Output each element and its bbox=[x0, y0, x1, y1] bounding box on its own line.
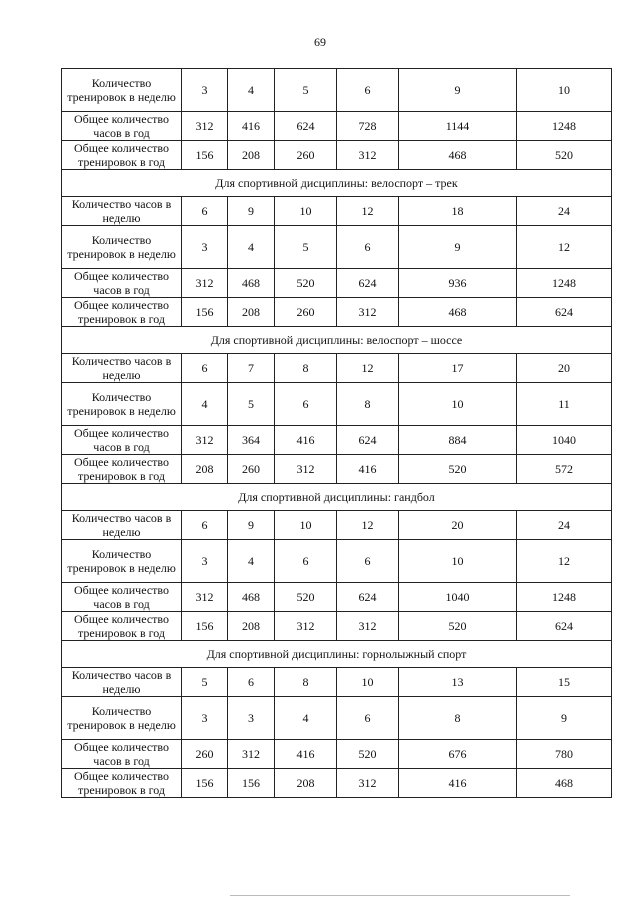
value-cell: 8 bbox=[399, 697, 517, 740]
table-row bbox=[62, 269, 612, 298]
value-cell: 12 bbox=[517, 226, 612, 269]
section-title: Для спортивной дисциплины: гандбол bbox=[62, 484, 612, 511]
row-label: Количество тренировок в неделю bbox=[62, 226, 182, 269]
value-cell: 520 bbox=[517, 141, 612, 170]
value-cell: 312 bbox=[228, 740, 275, 769]
value-cell: 520 bbox=[399, 455, 517, 484]
value-cell: 4 bbox=[275, 697, 337, 740]
table-row bbox=[62, 141, 612, 170]
value-cell: 3 bbox=[182, 226, 228, 269]
table-row bbox=[62, 197, 612, 226]
value-cell: 4 bbox=[182, 383, 228, 426]
value-cell: 10 bbox=[275, 197, 337, 226]
row-label: Общее количество часов в год bbox=[62, 112, 182, 141]
table-row bbox=[62, 226, 612, 269]
value-cell: 8 bbox=[275, 668, 337, 697]
value-cell: 17 bbox=[399, 354, 517, 383]
value-cell: 624 bbox=[337, 583, 399, 612]
training-table-wrapper bbox=[61, 68, 611, 798]
value-cell: 20 bbox=[399, 511, 517, 540]
value-cell: 208 bbox=[275, 769, 337, 798]
value-cell: 728 bbox=[337, 112, 399, 141]
value-cell: 1248 bbox=[517, 269, 612, 298]
value-cell: 5 bbox=[182, 668, 228, 697]
value-cell: 572 bbox=[517, 455, 612, 484]
value-cell: 1248 bbox=[517, 112, 612, 141]
value-cell: 520 bbox=[275, 269, 337, 298]
value-cell: 1040 bbox=[399, 583, 517, 612]
value-cell: 208 bbox=[182, 455, 228, 484]
value-cell: 6 bbox=[275, 383, 337, 426]
row-label: Количество тренировок в неделю bbox=[62, 383, 182, 426]
section-title: Для спортивной дисциплины: велоспорт – шоссе bbox=[62, 327, 612, 354]
value-cell: 5 bbox=[275, 226, 337, 269]
value-cell: 312 bbox=[182, 583, 228, 612]
value-cell: 416 bbox=[228, 112, 275, 141]
training-table bbox=[61, 68, 612, 798]
section-header-row bbox=[62, 327, 612, 354]
section-header-row bbox=[62, 484, 612, 511]
table-row bbox=[62, 668, 612, 697]
value-cell: 260 bbox=[182, 740, 228, 769]
row-label: Общее количество часов в год bbox=[62, 740, 182, 769]
value-cell: 6 bbox=[337, 540, 399, 583]
value-cell: 416 bbox=[275, 426, 337, 455]
value-cell: 12 bbox=[337, 197, 399, 226]
scan-artifact-line bbox=[230, 895, 570, 896]
value-cell: 6 bbox=[228, 668, 275, 697]
value-cell: 260 bbox=[228, 455, 275, 484]
row-label: Количество тренировок в неделю bbox=[62, 540, 182, 583]
value-cell: 416 bbox=[275, 740, 337, 769]
value-cell: 10 bbox=[337, 668, 399, 697]
value-cell: 312 bbox=[182, 269, 228, 298]
table-row bbox=[62, 354, 612, 383]
table-row bbox=[62, 426, 612, 455]
value-cell: 208 bbox=[228, 612, 275, 641]
value-cell: 4 bbox=[228, 540, 275, 583]
row-label: Количество часов в неделю bbox=[62, 511, 182, 540]
row-label: Общее количество тренировок в год bbox=[62, 612, 182, 641]
value-cell: 364 bbox=[228, 426, 275, 455]
table-row bbox=[62, 455, 612, 484]
row-label: Количество часов в неделю bbox=[62, 668, 182, 697]
value-cell: 6 bbox=[337, 69, 399, 112]
value-cell: 260 bbox=[275, 298, 337, 327]
value-cell: 780 bbox=[517, 740, 612, 769]
value-cell: 3 bbox=[182, 540, 228, 583]
value-cell: 416 bbox=[337, 455, 399, 484]
value-cell: 312 bbox=[182, 426, 228, 455]
row-label: Общее количество тренировок в год bbox=[62, 769, 182, 798]
value-cell: 15 bbox=[517, 668, 612, 697]
section-header-row bbox=[62, 641, 612, 668]
value-cell: 18 bbox=[399, 197, 517, 226]
value-cell: 6 bbox=[337, 226, 399, 269]
value-cell: 9 bbox=[399, 69, 517, 112]
value-cell: 520 bbox=[399, 612, 517, 641]
training-table-body bbox=[62, 69, 612, 798]
section-title: Для спортивной дисциплины: велоспорт – трек bbox=[62, 170, 612, 197]
row-label: Общее количество тренировок в год bbox=[62, 141, 182, 170]
table-row bbox=[62, 383, 612, 426]
value-cell: 11 bbox=[517, 383, 612, 426]
value-cell: 624 bbox=[517, 298, 612, 327]
table-row bbox=[62, 583, 612, 612]
value-cell: 520 bbox=[275, 583, 337, 612]
row-label: Общее количество тренировок в год bbox=[62, 455, 182, 484]
value-cell: 6 bbox=[182, 354, 228, 383]
value-cell: 624 bbox=[275, 112, 337, 141]
row-label: Количество тренировок в неделю bbox=[62, 69, 182, 112]
value-cell: 5 bbox=[228, 383, 275, 426]
value-cell: 6 bbox=[337, 697, 399, 740]
value-cell: 8 bbox=[337, 383, 399, 426]
value-cell: 24 bbox=[517, 197, 612, 226]
row-label: Количество часов в неделю bbox=[62, 197, 182, 226]
table-row bbox=[62, 612, 612, 641]
page-number: 69 bbox=[314, 35, 326, 49]
value-cell: 10 bbox=[517, 69, 612, 112]
value-cell: 6 bbox=[182, 197, 228, 226]
value-cell: 1248 bbox=[517, 583, 612, 612]
row-label: Общее количество тренировок в год bbox=[62, 298, 182, 327]
value-cell: 12 bbox=[337, 511, 399, 540]
table-row bbox=[62, 112, 612, 141]
value-cell: 416 bbox=[399, 769, 517, 798]
table-row bbox=[62, 769, 612, 798]
row-label: Количество часов в неделю bbox=[62, 354, 182, 383]
value-cell: 156 bbox=[182, 141, 228, 170]
table-row bbox=[62, 740, 612, 769]
value-cell: 312 bbox=[337, 612, 399, 641]
value-cell: 13 bbox=[399, 668, 517, 697]
value-cell: 6 bbox=[275, 540, 337, 583]
value-cell: 260 bbox=[275, 141, 337, 170]
value-cell: 208 bbox=[228, 298, 275, 327]
value-cell: 312 bbox=[275, 612, 337, 641]
table-row bbox=[62, 540, 612, 583]
value-cell: 5 bbox=[275, 69, 337, 112]
value-cell: 936 bbox=[399, 269, 517, 298]
value-cell: 312 bbox=[337, 141, 399, 170]
table-row bbox=[62, 697, 612, 740]
value-cell: 4 bbox=[228, 69, 275, 112]
value-cell: 624 bbox=[337, 269, 399, 298]
section-header-row bbox=[62, 170, 612, 197]
value-cell: 10 bbox=[275, 511, 337, 540]
value-cell: 1040 bbox=[517, 426, 612, 455]
value-cell: 9 bbox=[399, 226, 517, 269]
value-cell: 468 bbox=[228, 583, 275, 612]
value-cell: 6 bbox=[182, 511, 228, 540]
value-cell: 312 bbox=[337, 769, 399, 798]
value-cell: 312 bbox=[337, 298, 399, 327]
value-cell: 676 bbox=[399, 740, 517, 769]
table-row bbox=[62, 511, 612, 540]
value-cell: 20 bbox=[517, 354, 612, 383]
value-cell: 312 bbox=[275, 455, 337, 484]
row-label: Количество тренировок в неделю bbox=[62, 697, 182, 740]
row-label: Общее количество часов в год bbox=[62, 426, 182, 455]
value-cell: 4 bbox=[228, 226, 275, 269]
table-row bbox=[62, 69, 612, 112]
value-cell: 1144 bbox=[399, 112, 517, 141]
value-cell: 156 bbox=[182, 298, 228, 327]
value-cell: 156 bbox=[182, 769, 228, 798]
value-cell: 9 bbox=[228, 197, 275, 226]
value-cell: 9 bbox=[228, 511, 275, 540]
value-cell: 12 bbox=[517, 540, 612, 583]
value-cell: 10 bbox=[399, 540, 517, 583]
value-cell: 24 bbox=[517, 511, 612, 540]
table-row bbox=[62, 298, 612, 327]
value-cell: 3 bbox=[182, 697, 228, 740]
value-cell: 208 bbox=[228, 141, 275, 170]
row-label: Общее количество часов в год bbox=[62, 583, 182, 612]
value-cell: 884 bbox=[399, 426, 517, 455]
value-cell: 8 bbox=[275, 354, 337, 383]
value-cell: 468 bbox=[399, 141, 517, 170]
value-cell: 468 bbox=[228, 269, 275, 298]
value-cell: 9 bbox=[517, 697, 612, 740]
value-cell: 468 bbox=[399, 298, 517, 327]
section-title: Для спортивной дисциплины: горнолыжный спорт bbox=[62, 641, 612, 668]
value-cell: 520 bbox=[337, 740, 399, 769]
value-cell: 156 bbox=[228, 769, 275, 798]
value-cell: 156 bbox=[182, 612, 228, 641]
value-cell: 12 bbox=[337, 354, 399, 383]
value-cell: 3 bbox=[228, 697, 275, 740]
value-cell: 3 bbox=[182, 69, 228, 112]
row-label: Общее количество часов в год bbox=[62, 269, 182, 298]
value-cell: 624 bbox=[517, 612, 612, 641]
value-cell: 624 bbox=[337, 426, 399, 455]
value-cell: 468 bbox=[517, 769, 612, 798]
value-cell: 10 bbox=[399, 383, 517, 426]
value-cell: 312 bbox=[182, 112, 228, 141]
value-cell: 7 bbox=[228, 354, 275, 383]
